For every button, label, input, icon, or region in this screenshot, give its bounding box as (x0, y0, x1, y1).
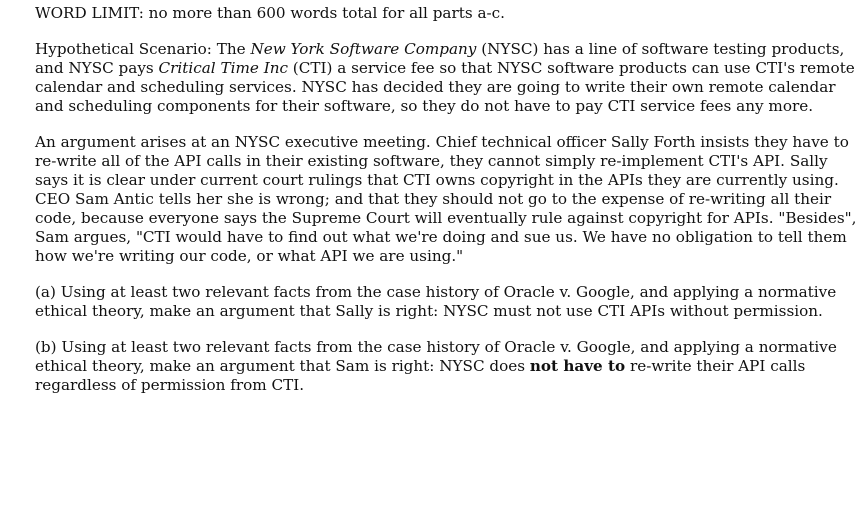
question-b-lead: (b) Using at least two relevant facts from the case history of Oracle v. Google, and applying a normative ethical theory, make an argument that Sam is right: NYSC does (35, 338, 837, 375)
company-name-cti: Critical Time Inc (158, 59, 288, 77)
question-a-paragraph: (a) Using at least two relevant facts from the case history of Oracle v. Google, and applying a normative ethical theory, make an argument that Sally is right: NYSC must not use CTI APIs without permission. (35, 283, 837, 320)
scenario-paragraph (35, 40, 857, 116)
assignment-document (35, 4, 857, 407)
question-b-emphasis: not have to (529, 357, 626, 375)
scenario-lead: Hypothetical Scenario: The (35, 40, 251, 58)
scenario-part2: (NYSC) has a line of software testing products, and NYSC pays (35, 40, 845, 77)
scenario-part3: (CTI) a service fee so that NYSC software products can use CTI's remote calendar and scheduling services. NYSC has decided they are going to write their own remote calendar and scheduling components for their software, so they do not have to pay CTI service fees any more. (35, 59, 855, 115)
question-b-tail: re-write their API calls regardless of permission from CTI. (35, 357, 806, 394)
question-b-paragraph (35, 338, 857, 395)
word-limit-paragraph: WORD LIMIT: no more than 600 words total for all parts a-c. (35, 4, 505, 22)
argument-paragraph: An argument arises at an NYSC executive meeting. Chief technical officer Sally Forth insists they have to re-write all of the API calls in their existing software, they cannot simply re-implement CTI's API. Sally says it is clear under current court rulings that CTI owns copyright in the APIs they are currently using. CEO Sam Antic tells her she is wrong; and that they should not go to the expense of re-writing all their code, because everyone says the Supreme Court will eventually rule against copyright for APIs. "Besides", Sam argues, "CTI would have to find out what we're doing and sue us. We have no obligation to tell them how we're writing our code, or what API we are using." (35, 133, 857, 265)
company-name-nysc: New York Software Company (250, 40, 477, 58)
